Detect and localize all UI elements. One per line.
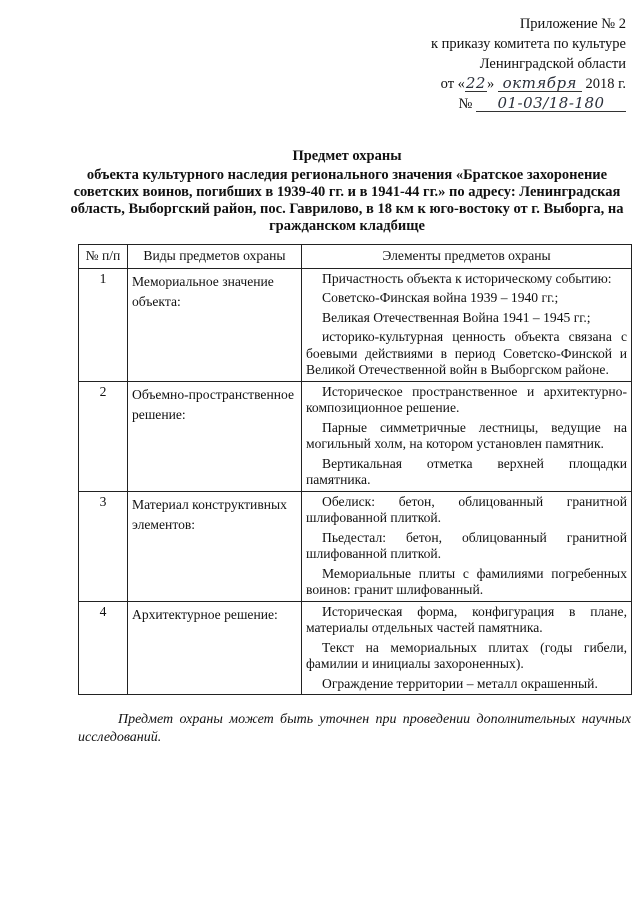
table-row bbox=[79, 268, 632, 381]
row-elements bbox=[302, 381, 632, 491]
element-text: Пьедестал: бетон, облицованный гранитной шлифованной плиткой. bbox=[306, 529, 627, 561]
element-text: Причастность объекта к историческому событию: bbox=[322, 270, 612, 286]
element-text: Мемориальные плиты с фамилиями погребенных воинов: гранит шлифованный. bbox=[306, 565, 627, 597]
element-text: Обелиск: бетон, облицованный гранитной шлифованной плиткой. bbox=[306, 493, 627, 525]
appendix-order-ref: к приказу комитета по культуре bbox=[430, 36, 626, 52]
row-number: 1 bbox=[79, 268, 128, 381]
header-kind: Виды предметов охраны bbox=[128, 245, 302, 269]
table-row bbox=[79, 491, 632, 601]
header-number: № п/п bbox=[79, 245, 128, 269]
order-number-handwritten: 01-03/18-180 bbox=[476, 95, 626, 112]
element-text: Историческая форма, конфигурация в плане, материалы отдельных частей памятника. bbox=[306, 603, 627, 635]
row-number: 4 bbox=[79, 601, 128, 695]
table-header-row bbox=[79, 245, 632, 269]
element-text: Ограждение территории – металл окрашенный. bbox=[322, 675, 598, 691]
element-text: Историческое пространственное и архитектурно-композиционное решение. bbox=[306, 383, 627, 415]
element-text: Великая Отечественная Война 1941 – 1945 гг.; bbox=[322, 309, 591, 325]
appendix-date: от «22» октября 2018 г. bbox=[440, 74, 626, 92]
table-row bbox=[79, 601, 632, 695]
footnote-note: Предмет охраны может быть уточнен при проведении дополнительных научных исследований. bbox=[78, 712, 631, 745]
row-elements bbox=[302, 601, 632, 695]
element-text: историко-культурная ценность объекта связана с боевыми действиями в период Советско-Финской и Великой Отечественной войн в Выборгском районе. bbox=[306, 329, 627, 377]
title-heading: Предмет охраны bbox=[292, 148, 402, 164]
element-text: Советско-Финская война 1939 – 1940 гг.; bbox=[322, 290, 559, 305]
date-day-handwritten: 22 bbox=[465, 74, 486, 92]
table-row bbox=[79, 381, 632, 491]
protection-subject-table bbox=[78, 244, 632, 695]
document-title bbox=[60, 148, 634, 235]
date-month-handwritten: октября bbox=[498, 75, 582, 92]
row-kind: Объемно-пространственное решение: bbox=[128, 381, 302, 491]
element-text: Текст на мемориальных плитах (годы гибели, фамилии и инициалы захороненных). bbox=[306, 639, 627, 671]
row-kind: Мемориальное значение объекта: bbox=[128, 268, 302, 381]
appendix-title: Приложение № 2 bbox=[519, 16, 626, 32]
row-number: 3 bbox=[79, 491, 128, 601]
appendix-number: № 01-03/18-180 bbox=[431, 94, 626, 114]
row-elements bbox=[302, 491, 632, 601]
appendix-block bbox=[431, 14, 626, 114]
row-kind: Архитектурное решение: bbox=[128, 601, 302, 695]
row-number: 2 bbox=[79, 381, 128, 491]
element-text: Вертикальная отметка верхней площадки памятника. bbox=[306, 455, 627, 487]
element-text: Парные симметричные лестницы, ведущие на могильный холм, на котором установлен памятник. bbox=[306, 419, 627, 451]
row-elements bbox=[302, 268, 632, 381]
appendix-region: Ленинградской области bbox=[479, 56, 626, 72]
title-object-description: объекта культурного наследия регионального значения «Братское захоронение советских воинов, погибших в 1939-40 гг. и в 1941-44 гг.» по адресу: Ленинградская область, Выборгский район, пос. Гаврилово, в 18 км к юго-востоку от г. Выборга, на гражданском кладбище bbox=[70, 167, 624, 234]
row-kind: Материал конструктивных элементов: bbox=[128, 491, 302, 601]
header-elements: Элементы предметов охраны bbox=[302, 245, 632, 269]
